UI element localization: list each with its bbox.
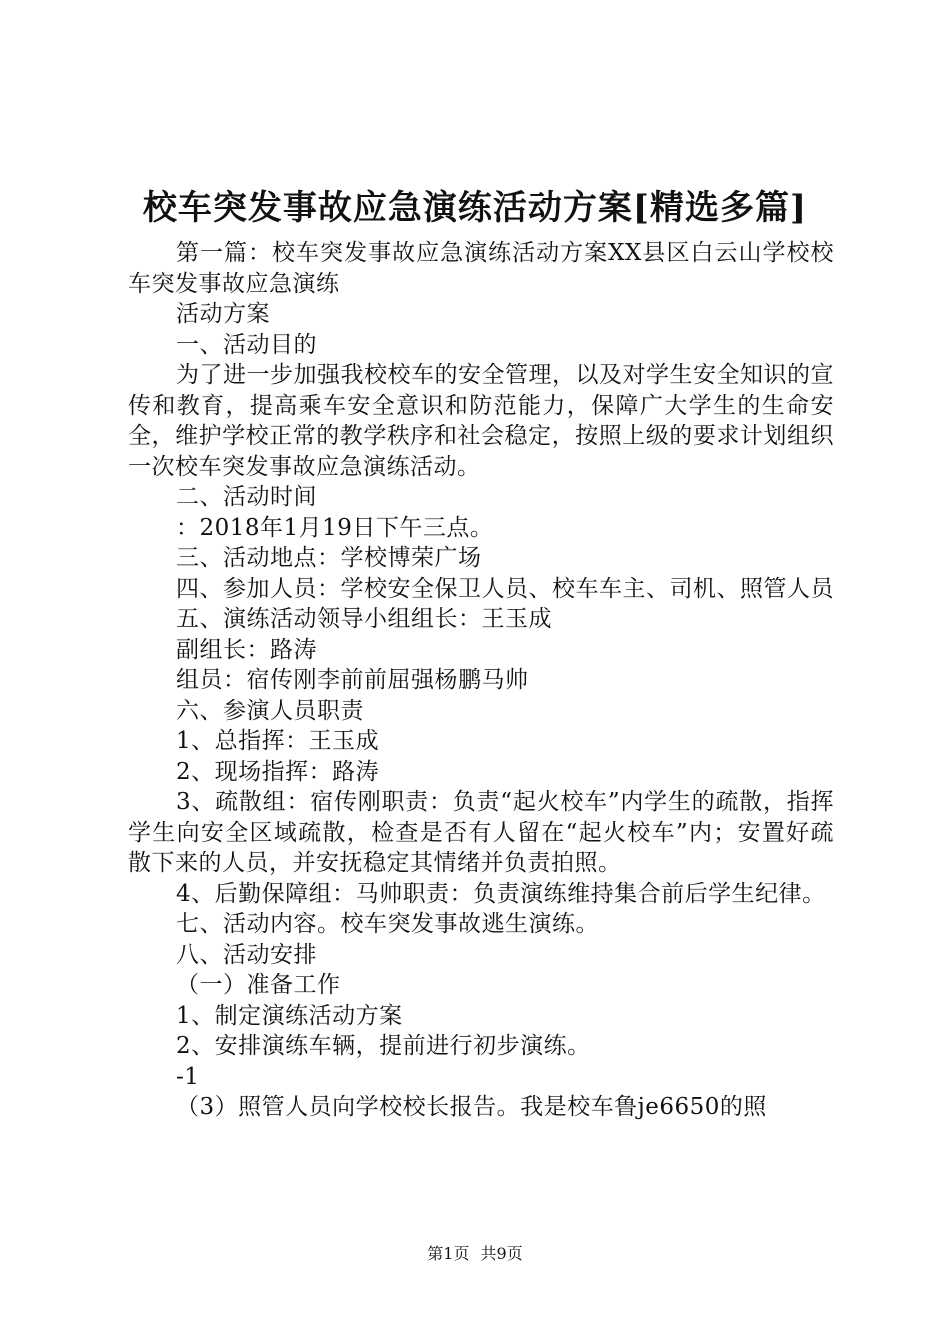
paragraph: 一、活动目的 — [176, 331, 317, 358]
paragraph: 三、活动地点：学校博荣广场 — [176, 545, 482, 571]
paragraph: 第一篇：校车突发事故应急演练活动方案XX县区白云山学校校车突发事故应急演练 — [128, 240, 834, 297]
paragraph: 四、参加人员：学校安全保卫人员、校车车主、司机、照管人员 — [176, 575, 834, 602]
document-title: 校车突发事故应急演练活动方案[精选多篇] — [142, 188, 808, 228]
paragraph: 活动方案 — [176, 301, 270, 327]
paragraph: 1、总指挥：王玉成 — [176, 728, 380, 754]
paragraph: -1 — [176, 1063, 200, 1090]
paragraph: 二、活动时间 — [176, 484, 317, 510]
paragraph: 八、活动安排 — [176, 941, 317, 968]
paragraph: 为了进一步加强我校校车的安全管理，以及对学生安全知识的宣传和教育，提高乘车安全意识和防范能力，保障广大学生的生命安全，维护学校正常的教学秩序和社会稳定，按照上级的要求计划组织一次校车突发事故应急演练活动。 — [128, 362, 834, 480]
paragraph: 五、演练活动领导小组组长：王玉成 — [176, 606, 552, 632]
paragraph: 组员：宿传刚李前前屈强杨鹏马帅 — [176, 667, 529, 693]
document-body — [128, 238, 834, 1123]
paragraph: 1、制定演练活动方案 — [176, 1002, 403, 1029]
page-number: 第1页 — [427, 1244, 470, 1263]
page-total: 共9页 — [480, 1244, 523, 1263]
paragraph: 2、现场指挥：路涛 — [176, 758, 380, 785]
paragraph: 3、疏散组：宿传刚职责：负责“起火校车”内学生的疏散，指挥学生向安全区域疏散，检查是否有人留在“起火校车”内；安置好疏散下来的人员，并安抚稳定其情绪并负责拍照。 — [128, 789, 834, 876]
paragraph: （3）照管人员向学校校长报告。我是校车鲁je6650的照 — [176, 1094, 767, 1120]
paragraph: 六、参演人员职责 — [176, 697, 364, 724]
paragraph: 七、活动内容。校车突发事故逃生演练。 — [176, 911, 599, 937]
paragraph: 4、后勤保障组：马帅职责：负责演练维持集合前后学生纪律。 — [176, 880, 826, 907]
paragraph: 2、安排演练车辆，提前进行初步演练。 — [176, 1033, 591, 1059]
page-footer — [0, 1243, 950, 1265]
paragraph: 副组长：路涛 — [176, 636, 317, 663]
paragraph: ：2018年1月19日下午三点。 — [176, 514, 494, 541]
paragraph: （一）准备工作 — [176, 972, 341, 998]
